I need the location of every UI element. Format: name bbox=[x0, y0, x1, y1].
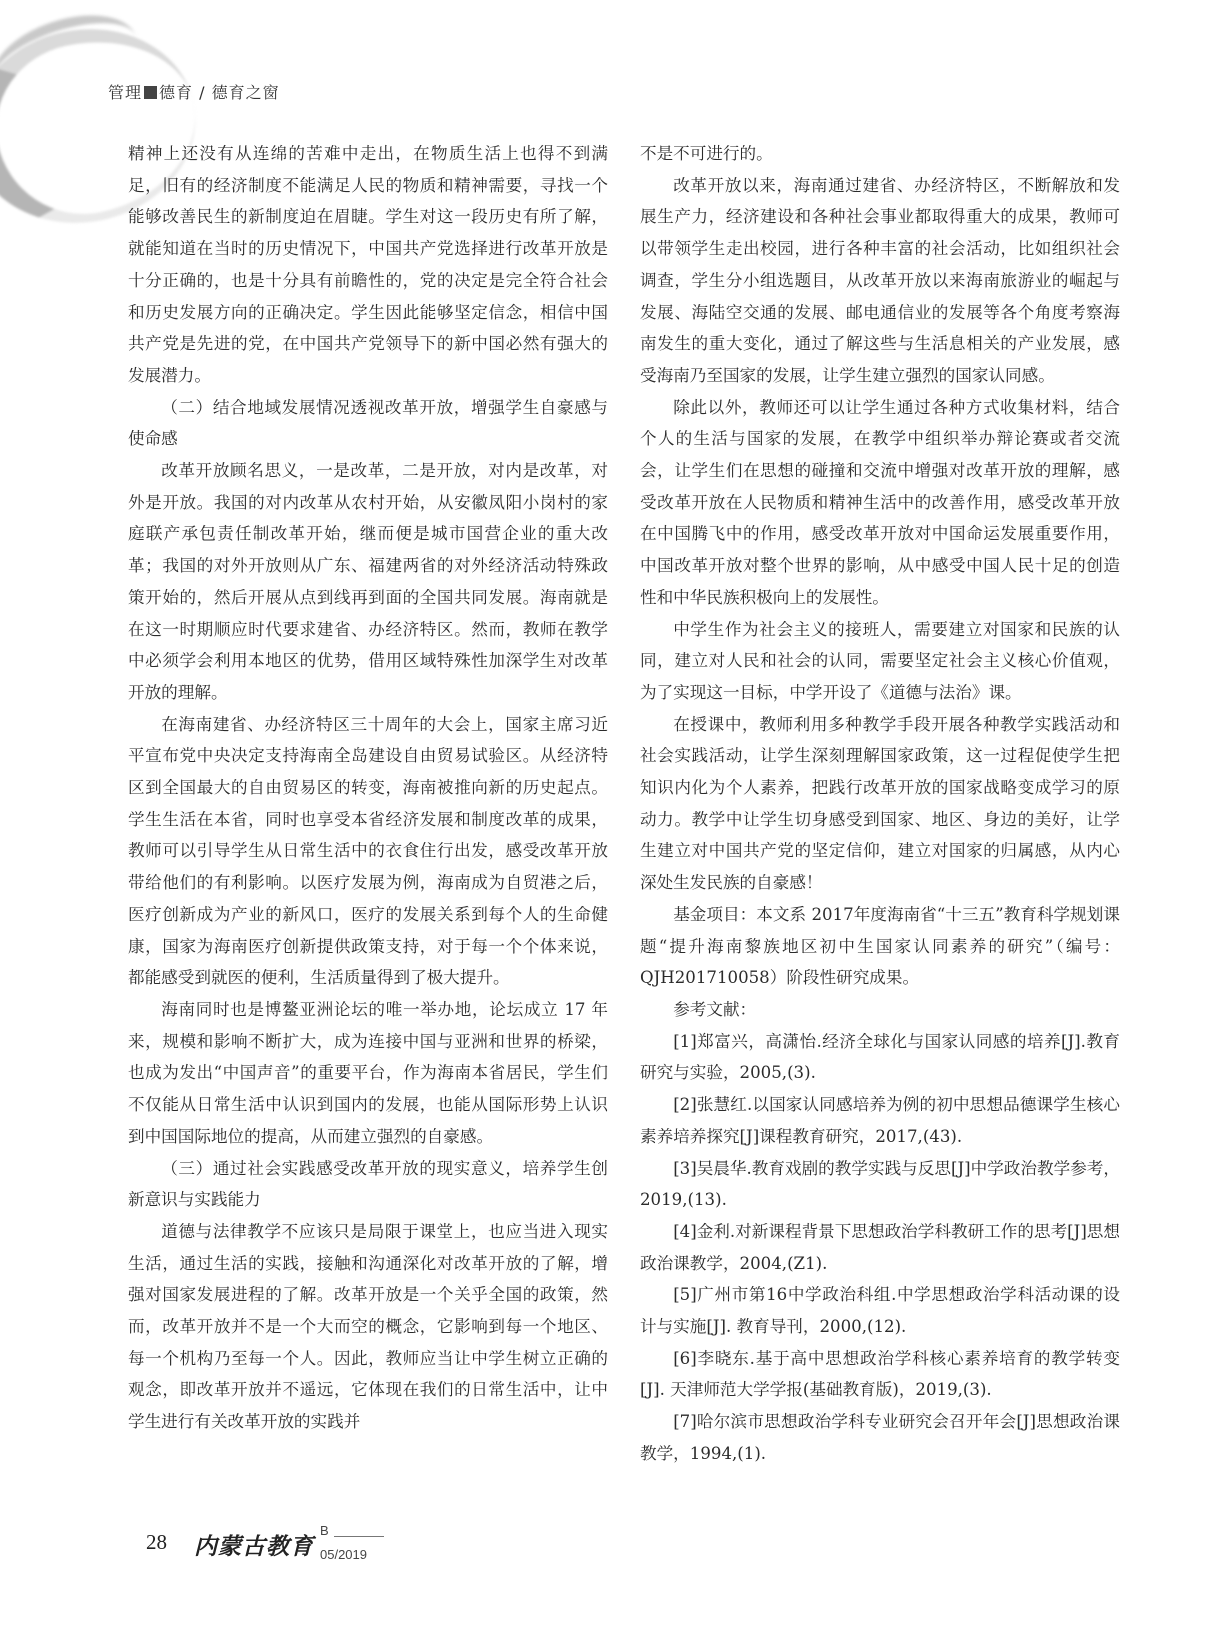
paragraph: 精神上还没有从连绵的苦难中走出，在物质生活上也得不到满足，旧有的经济制度不能满足人民的物质和精神需要，寻找一个能够改善民生的新制度迫在眉睫。学生对这一段历史有所了解，就能知道在当时的历史情况下，中国共产党选择进行改革开放是十分正确的，也是十分具有前瞻性的，党的决定是完全符合社会和历史发展方向的正确决定。学生因此能够坚定信念，相信中国共产党是先进的党，在中国共产党领导下的新中国必然有强大的发展潜力。 bbox=[128, 144, 608, 385]
issue-date: 05/2019 bbox=[320, 1547, 367, 1562]
header-section-management: 管理 bbox=[108, 83, 143, 102]
paragraph: 除此以外，教师还可以让学生通过各种方式收集材料，结合个人的生活与国家的发展，在教学中组织举办辩论赛或者交流会，让学生们在思想的碰撞和交流中增强对改革开放的理解，感受改革开放在人民物质和精神生活中的改善作用，感受改革开放在中国腾飞中的作用，感受改革开放对中国命运发展重要作用，中国改革开放对整个世界的影响，从中感受中国人民十足的创造性和中华民族积极向上的发展性。 bbox=[640, 397, 1120, 607]
journal-logo: 内蒙古教育 bbox=[194, 1533, 314, 1560]
paragraph: 改革开放顾名思义，一是改革，二是开放，对内是改革，对外是开放。我国的对内改革从农村开始，从安徽凤阳小岗村的家庭联产承包责任制改革开始，继而便是城市国营企业的重大改革；我国的对外开放则从广东、福建两省的对外经济活动特殊政策开始的，然后开展从点到线再到面的全国共同发展。海南就是在这一时期顺应时代要求建省、办经济特区。然而，教师在教学中必须学会利用本地区的优势，借用区域特殊性加深学生对改革开放的理解。 bbox=[128, 461, 608, 702]
paragraph: [7]哈尔滨市思想政治学科专业研究会召开年会[J]思想政治课教学，1994,(1). bbox=[640, 1412, 1120, 1463]
header-section-moral: 德育 bbox=[159, 83, 194, 102]
header-separator: / bbox=[199, 83, 206, 102]
paragraph: 在海南建省、办经济特区三十周年的大会上，国家主席习近平宣布党中央决定支持海南全岛建设自由贸易试验区。从经济特区到全国最大的自由贸易区的转变，海南被推向新的历史起点。学生生活在本省，同时也享受本省经济发展和制度改革的成果，教师可以引导学生从日常生活中的衣食住行出发，感受改革开放带给他们的有利影响。以医疗发展为例，海南成为自贸港之后，医疗创新成为产业的新风口，医疗的发展关系到每个人的生命健康，国家为海南医疗创新提供政策支持，对于每一个个体来说，都能感受到就医的便利，生活质量得到了极大提升。 bbox=[128, 714, 608, 988]
right-column bbox=[640, 138, 1120, 1470]
footer-divider bbox=[334, 1536, 384, 1537]
paragraph: 改革开放以来，海南通过建省、办经济特区，不断解放和发展生产力，经济建设和各种社会事业都取得重大的成果，教师可以带领学生走出校园，进行各种丰富的社会活动，比如组织社会调查，学生分小组选题目，从改革开放以来海南旅游业的崛起与发展、海陆空交通的发展、邮电通信业的发展等各个角度考察海南发生的重大变化，通过了解这些与生活息相关的产业发展，感受海南乃至国家的发展，让学生建立强烈的国家认同感。 bbox=[640, 175, 1120, 385]
header-section-window: 德育之窗 bbox=[211, 83, 280, 102]
paragraph: （二）结合地域发展情况透视改革开放，增强学生自豪感与使命感 bbox=[128, 397, 608, 449]
paragraph: 中学生作为社会主义的接班人，需要建立对国家和民族的认同，建立对人民和社会的认同，需要坚定社会主义核心价值观，为了实现这一目标，中学开设了《道德与法治》课。 bbox=[640, 619, 1120, 702]
square-bullet-icon bbox=[144, 86, 157, 99]
paragraph: 不是不可进行的。 bbox=[640, 144, 773, 163]
paragraph: [2]张慧红.以国家认同感培养为例的初中思想品德课学生核心素养培养探究[J]课程教育研究，2017,(43). bbox=[640, 1095, 1120, 1146]
paragraph: 海南同时也是博鳌亚洲论坛的唯一举办地，论坛成立 17 年来，规模和影响不断扩大，成为连接中国与亚洲和世界的桥梁，也成为发出“中国声音”的重要平台，作为海南本省居民，学生们不仅能从日常生活中认识到国内的发展，也能从国际形势上认识到中国国际地位的提高，从而建立强烈的自豪感。 bbox=[128, 999, 608, 1146]
section-header bbox=[108, 80, 280, 103]
paragraph: [3]吴晨华.教育戏剧的教学实践与反思[J]中学政治教学参考，2019,(13). bbox=[640, 1158, 1120, 1210]
left-column bbox=[128, 138, 608, 1438]
paragraph: 在授课中，教师利用多种教学手段开展各种教学实践活动和社会实践活动，让学生深刻理解国家政策，这一过程促使学生把知识内化为个人素养，把践行改革开放的国家战略变成学习的原动力。教学中让学生切身感受到国家、地区、身边的美好，让学生建立对中国共产党的坚定信仰，建立对国家的归属感，从内心深处生发民族的自豪感！ bbox=[640, 714, 1120, 893]
edition-label: B bbox=[320, 1523, 329, 1538]
paragraph: [1]郑富兴，高潇怡.经济全球化与国家认同感的培养[J].教育研究与实验，2005,(3). bbox=[640, 1031, 1120, 1083]
paragraph: [5]广州市第16中学政治科组.中学思想政治学科活动课的设计与实施[J]. 教育导刊，2000,(12). bbox=[640, 1285, 1120, 1337]
page-number: 28 bbox=[146, 1530, 167, 1554]
paragraph: 基金项目：本文系 2017年度海南省“十三五”教育科学规划课题“提升海南黎族地区初中生国家认同素养的研究”（编号：QJH201710058）阶段性研究成果。 bbox=[640, 904, 1120, 988]
paragraph: 参考文献： bbox=[673, 999, 757, 1019]
paragraph: （三）通过社会实践感受改革开放的现实意义，培养学生创新意识与实践能力 bbox=[128, 1158, 608, 1210]
paragraph: [4]金利.对新课程背景下思想政治学科教研工作的思考[J]思想政治课教学，2004,(Z1). bbox=[640, 1221, 1120, 1273]
paragraph: 道德与法律教学不应该只是局限于课堂上，也应当进入现实生活，通过生活的实践，接触和沟通深化对改革开放的了解，增强对国家发展进程的了解。改革开放是一个关乎全国的政策，然而，改革开放并不是一个大而空的概念，它影响到每一个地区、每一个机构乃至每一个人。因此，教师应当让中学生树立正确的观念，即改革开放并不遥远，它体现在我们的日常生活中，让中学生进行有关改革开放的实践并 bbox=[128, 1221, 608, 1432]
paragraph: [6]李晓东.基于高中思想政治学科核心素养培育的教学转变[J]. 天津师范大学学报(基础教育版)，2019,(3). bbox=[640, 1348, 1120, 1400]
